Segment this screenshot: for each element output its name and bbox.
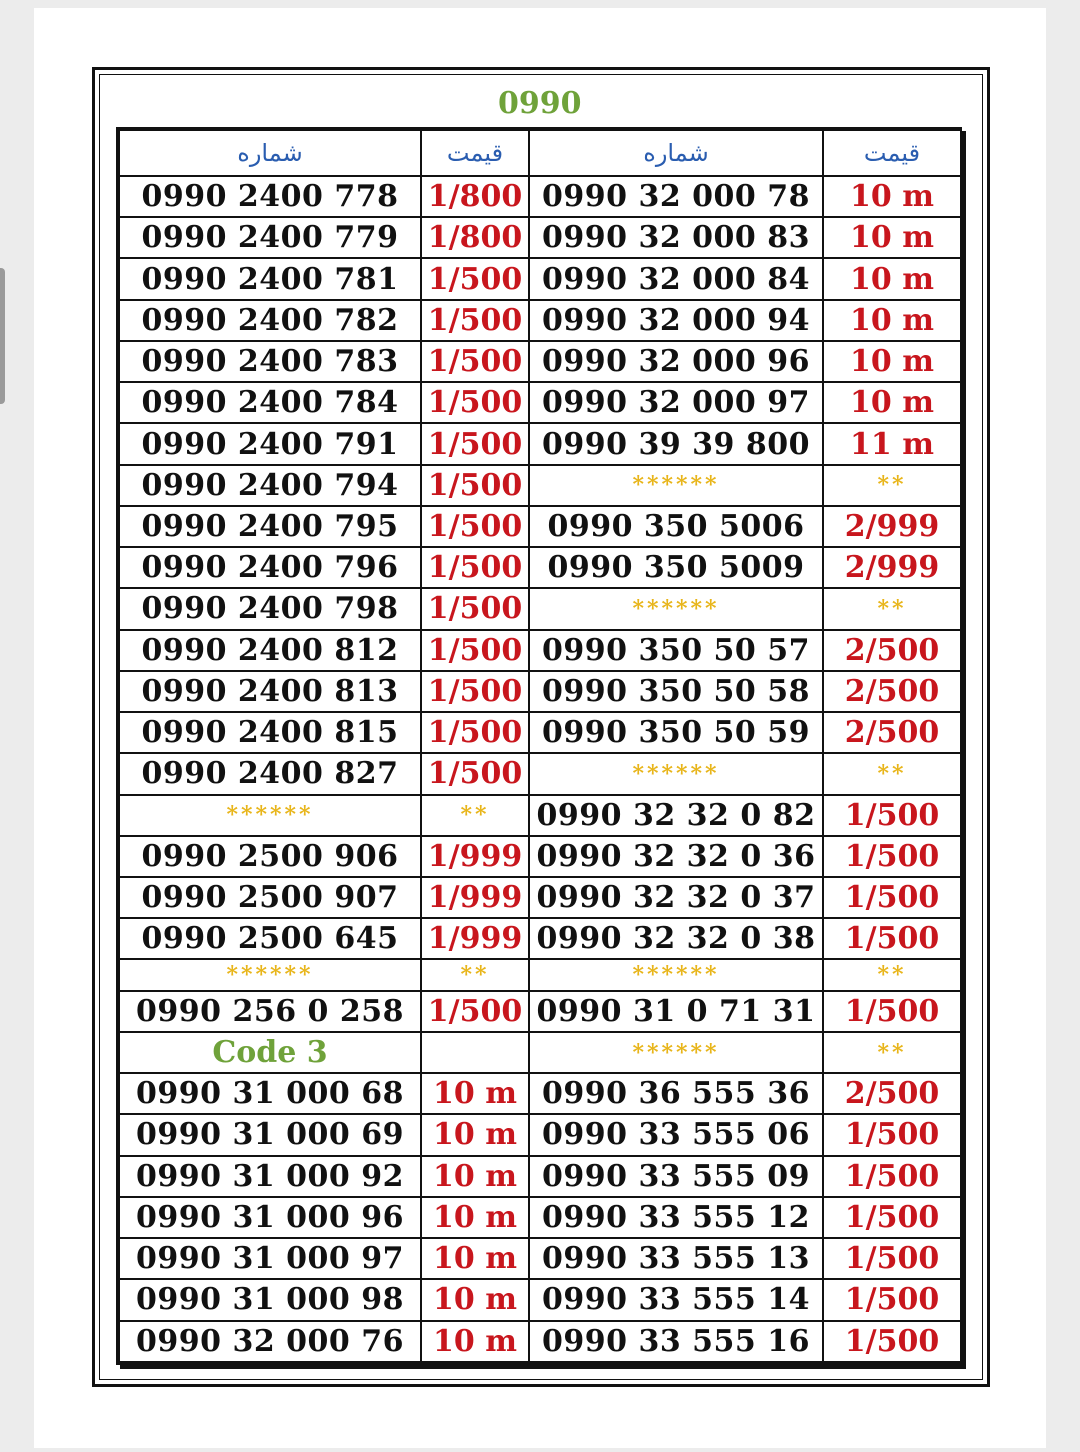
table-row — [119, 877, 961, 918]
phone-number-right: 0990 350 50 59 — [529, 712, 823, 753]
price-right: 2/500 — [823, 1073, 961, 1114]
phone-number-left: 0990 31 000 69 — [119, 1114, 421, 1155]
price-left: 1/800 — [421, 176, 529, 217]
price-right: 10 m — [823, 382, 961, 423]
price-right: 10 m — [823, 258, 961, 299]
price-right: ** — [823, 753, 961, 794]
table-row — [119, 1238, 961, 1279]
phone-number-right: ****** — [529, 753, 823, 794]
table-row — [119, 341, 961, 382]
phone-number-right: 0990 350 5006 — [529, 506, 823, 547]
header-row — [119, 130, 961, 176]
header-number-left: شماره — [119, 130, 421, 176]
phone-number-right: 0990 32 000 96 — [529, 341, 823, 382]
phone-number-left: 0990 31 000 96 — [119, 1197, 421, 1238]
table-row — [119, 506, 961, 547]
price-right: 2/999 — [823, 506, 961, 547]
table-row — [119, 630, 961, 671]
price-left: 1/500 — [421, 588, 529, 629]
phone-number-left: 0990 2400 796 — [119, 547, 421, 588]
phone-number-left: 0990 31 000 98 — [119, 1279, 421, 1320]
phone-number-right: 0990 39 39 800 — [529, 423, 823, 464]
phone-number-right: 0990 350 50 57 — [529, 630, 823, 671]
phone-number-right: ****** — [529, 465, 823, 506]
price-right: ** — [823, 959, 961, 990]
table-row — [119, 258, 961, 299]
phone-number-left: 0990 32 000 76 — [119, 1321, 421, 1362]
price-right: 1/500 — [823, 1238, 961, 1279]
price-right: ** — [823, 588, 961, 629]
phone-number-left: 0990 2400 784 — [119, 382, 421, 423]
price-table — [118, 129, 962, 1363]
phone-number-right: 0990 33 555 06 — [529, 1114, 823, 1155]
phone-number-left: 0990 2400 827 — [119, 753, 421, 794]
phone-number-right: 0990 32 000 94 — [529, 300, 823, 341]
phone-number-right: 0990 32 000 84 — [529, 258, 823, 299]
price-table-wrap — [116, 127, 962, 1365]
table-row — [119, 1156, 961, 1197]
phone-number-right: ****** — [529, 959, 823, 990]
phone-number-left: ****** — [119, 795, 421, 836]
phone-number-left: 0990 2500 645 — [119, 918, 421, 959]
price-right: 2/500 — [823, 630, 961, 671]
phone-number-right: 0990 33 555 14 — [529, 1279, 823, 1320]
phone-number-left: Code 3 — [119, 1032, 421, 1073]
table-row — [119, 217, 961, 258]
price-right: 2/500 — [823, 671, 961, 712]
phone-number-right: 0990 32 000 97 — [529, 382, 823, 423]
price-right: 2/999 — [823, 547, 961, 588]
phone-number-right: ****** — [529, 588, 823, 629]
table-row — [119, 1114, 961, 1155]
price-left: 1/500 — [421, 630, 529, 671]
phone-number-left: 0990 2400 813 — [119, 671, 421, 712]
phone-number-left: 0990 31 000 68 — [119, 1073, 421, 1114]
phone-number-left: 0990 2400 798 — [119, 588, 421, 629]
price-right: 1/500 — [823, 1197, 961, 1238]
phone-number-left: 0990 31 000 97 — [119, 1238, 421, 1279]
phone-number-right: 0990 350 5009 — [529, 547, 823, 588]
price-right: 10 m — [823, 176, 961, 217]
table-row — [119, 959, 961, 990]
price-left: 10 m — [421, 1114, 529, 1155]
table-row — [119, 1197, 961, 1238]
price-left: 1/500 — [421, 423, 529, 464]
side-handle[interactable] — [0, 268, 5, 404]
phone-number-left: 0990 2400 795 — [119, 506, 421, 547]
price-right: ** — [823, 465, 961, 506]
price-left: 1/500 — [421, 382, 529, 423]
price-left: ** — [421, 959, 529, 990]
table-row — [119, 836, 961, 877]
table-row — [119, 795, 961, 836]
phone-number-right: 0990 33 555 16 — [529, 1321, 823, 1362]
price-right: 1/500 — [823, 1321, 961, 1362]
table-row — [119, 300, 961, 341]
table-row — [119, 547, 961, 588]
phone-number-right: 0990 32 32 0 38 — [529, 918, 823, 959]
table-body — [119, 176, 961, 1362]
table-row — [119, 465, 961, 506]
price-left: 1/500 — [421, 341, 529, 382]
price-right: 1/500 — [823, 991, 961, 1032]
phone-number-right: 0990 32 32 0 82 — [529, 795, 823, 836]
phone-number-right: 0990 36 555 36 — [529, 1073, 823, 1114]
price-right: 1/500 — [823, 877, 961, 918]
price-right: 1/500 — [823, 1156, 961, 1197]
price-right: 1/500 — [823, 795, 961, 836]
table-row — [119, 753, 961, 794]
price-left: 10 m — [421, 1238, 529, 1279]
phone-number-left: 0990 2400 791 — [119, 423, 421, 464]
phone-number-right: 0990 33 555 13 — [529, 1238, 823, 1279]
price-left: 1/500 — [421, 506, 529, 547]
table-row — [119, 588, 961, 629]
header-price-right: قیمت — [823, 130, 961, 176]
price-right: ** — [823, 1032, 961, 1073]
phone-number-right: 0990 32 000 78 — [529, 176, 823, 217]
header-number-right: شماره — [529, 130, 823, 176]
table-row — [119, 176, 961, 217]
phone-number-left: 0990 2400 778 — [119, 176, 421, 217]
phone-number-left: 0990 2500 906 — [119, 836, 421, 877]
price-left: 1/500 — [421, 465, 529, 506]
price-left: 1/500 — [421, 753, 529, 794]
price-right: 2/500 — [823, 712, 961, 753]
phone-number-right: 0990 33 555 12 — [529, 1197, 823, 1238]
price-right: 1/500 — [823, 836, 961, 877]
price-left: 10 m — [421, 1197, 529, 1238]
price-left: 1/500 — [421, 547, 529, 588]
phone-number-left: 0990 2400 779 — [119, 217, 421, 258]
price-left — [421, 1032, 529, 1073]
table-row — [119, 671, 961, 712]
price-left: ** — [421, 795, 529, 836]
phone-number-right: ****** — [529, 1032, 823, 1073]
phone-number-left: ****** — [119, 959, 421, 990]
table-row — [119, 918, 961, 959]
price-left: 1/500 — [421, 712, 529, 753]
price-right: 1/500 — [823, 1114, 961, 1155]
price-left: 10 m — [421, 1279, 529, 1320]
table-row — [119, 1073, 961, 1114]
phone-number-right: 0990 32 000 83 — [529, 217, 823, 258]
price-right: 11 m — [823, 423, 961, 464]
price-left: 10 m — [421, 1321, 529, 1362]
table-row — [119, 1279, 961, 1320]
table-row — [119, 1321, 961, 1362]
table-row — [119, 382, 961, 423]
table-row — [119, 991, 961, 1032]
price-right: 10 m — [823, 341, 961, 382]
price-left: 10 m — [421, 1156, 529, 1197]
price-left: 1/500 — [421, 300, 529, 341]
phone-number-left: 0990 2400 781 — [119, 258, 421, 299]
page-title: 0990 — [498, 86, 582, 121]
price-left: 10 m — [421, 1073, 529, 1114]
table-row — [119, 1032, 961, 1073]
phone-number-right: 0990 31 0 71 31 — [529, 991, 823, 1032]
price-right: 10 m — [823, 300, 961, 341]
phone-number-left: 0990 256 0 258 — [119, 991, 421, 1032]
price-left: 1/500 — [421, 991, 529, 1032]
phone-number-left: 0990 2400 783 — [119, 341, 421, 382]
phone-number-right: 0990 32 32 0 37 — [529, 877, 823, 918]
phone-number-right: 0990 350 50 58 — [529, 671, 823, 712]
phone-number-left: 0990 2500 907 — [119, 877, 421, 918]
phone-number-left: 0990 2400 794 — [119, 465, 421, 506]
price-left: 1/500 — [421, 671, 529, 712]
table-row — [119, 423, 961, 464]
price-right: 10 m — [823, 217, 961, 258]
phone-number-left: 0990 31 000 92 — [119, 1156, 421, 1197]
phone-number-left: 0990 2400 812 — [119, 630, 421, 671]
price-right: 1/500 — [823, 918, 961, 959]
header-price-left: قیمت — [421, 130, 529, 176]
price-left: 1/999 — [421, 918, 529, 959]
price-left: 1/800 — [421, 217, 529, 258]
price-right: 1/500 — [823, 1279, 961, 1320]
table-row — [119, 712, 961, 753]
price-left: 1/500 — [421, 258, 529, 299]
phone-number-right: 0990 32 32 0 36 — [529, 836, 823, 877]
price-left: 1/999 — [421, 877, 529, 918]
phone-number-left: 0990 2400 782 — [119, 300, 421, 341]
price-left: 1/999 — [421, 836, 529, 877]
phone-number-left: 0990 2400 815 — [119, 712, 421, 753]
phone-number-right: 0990 33 555 09 — [529, 1156, 823, 1197]
